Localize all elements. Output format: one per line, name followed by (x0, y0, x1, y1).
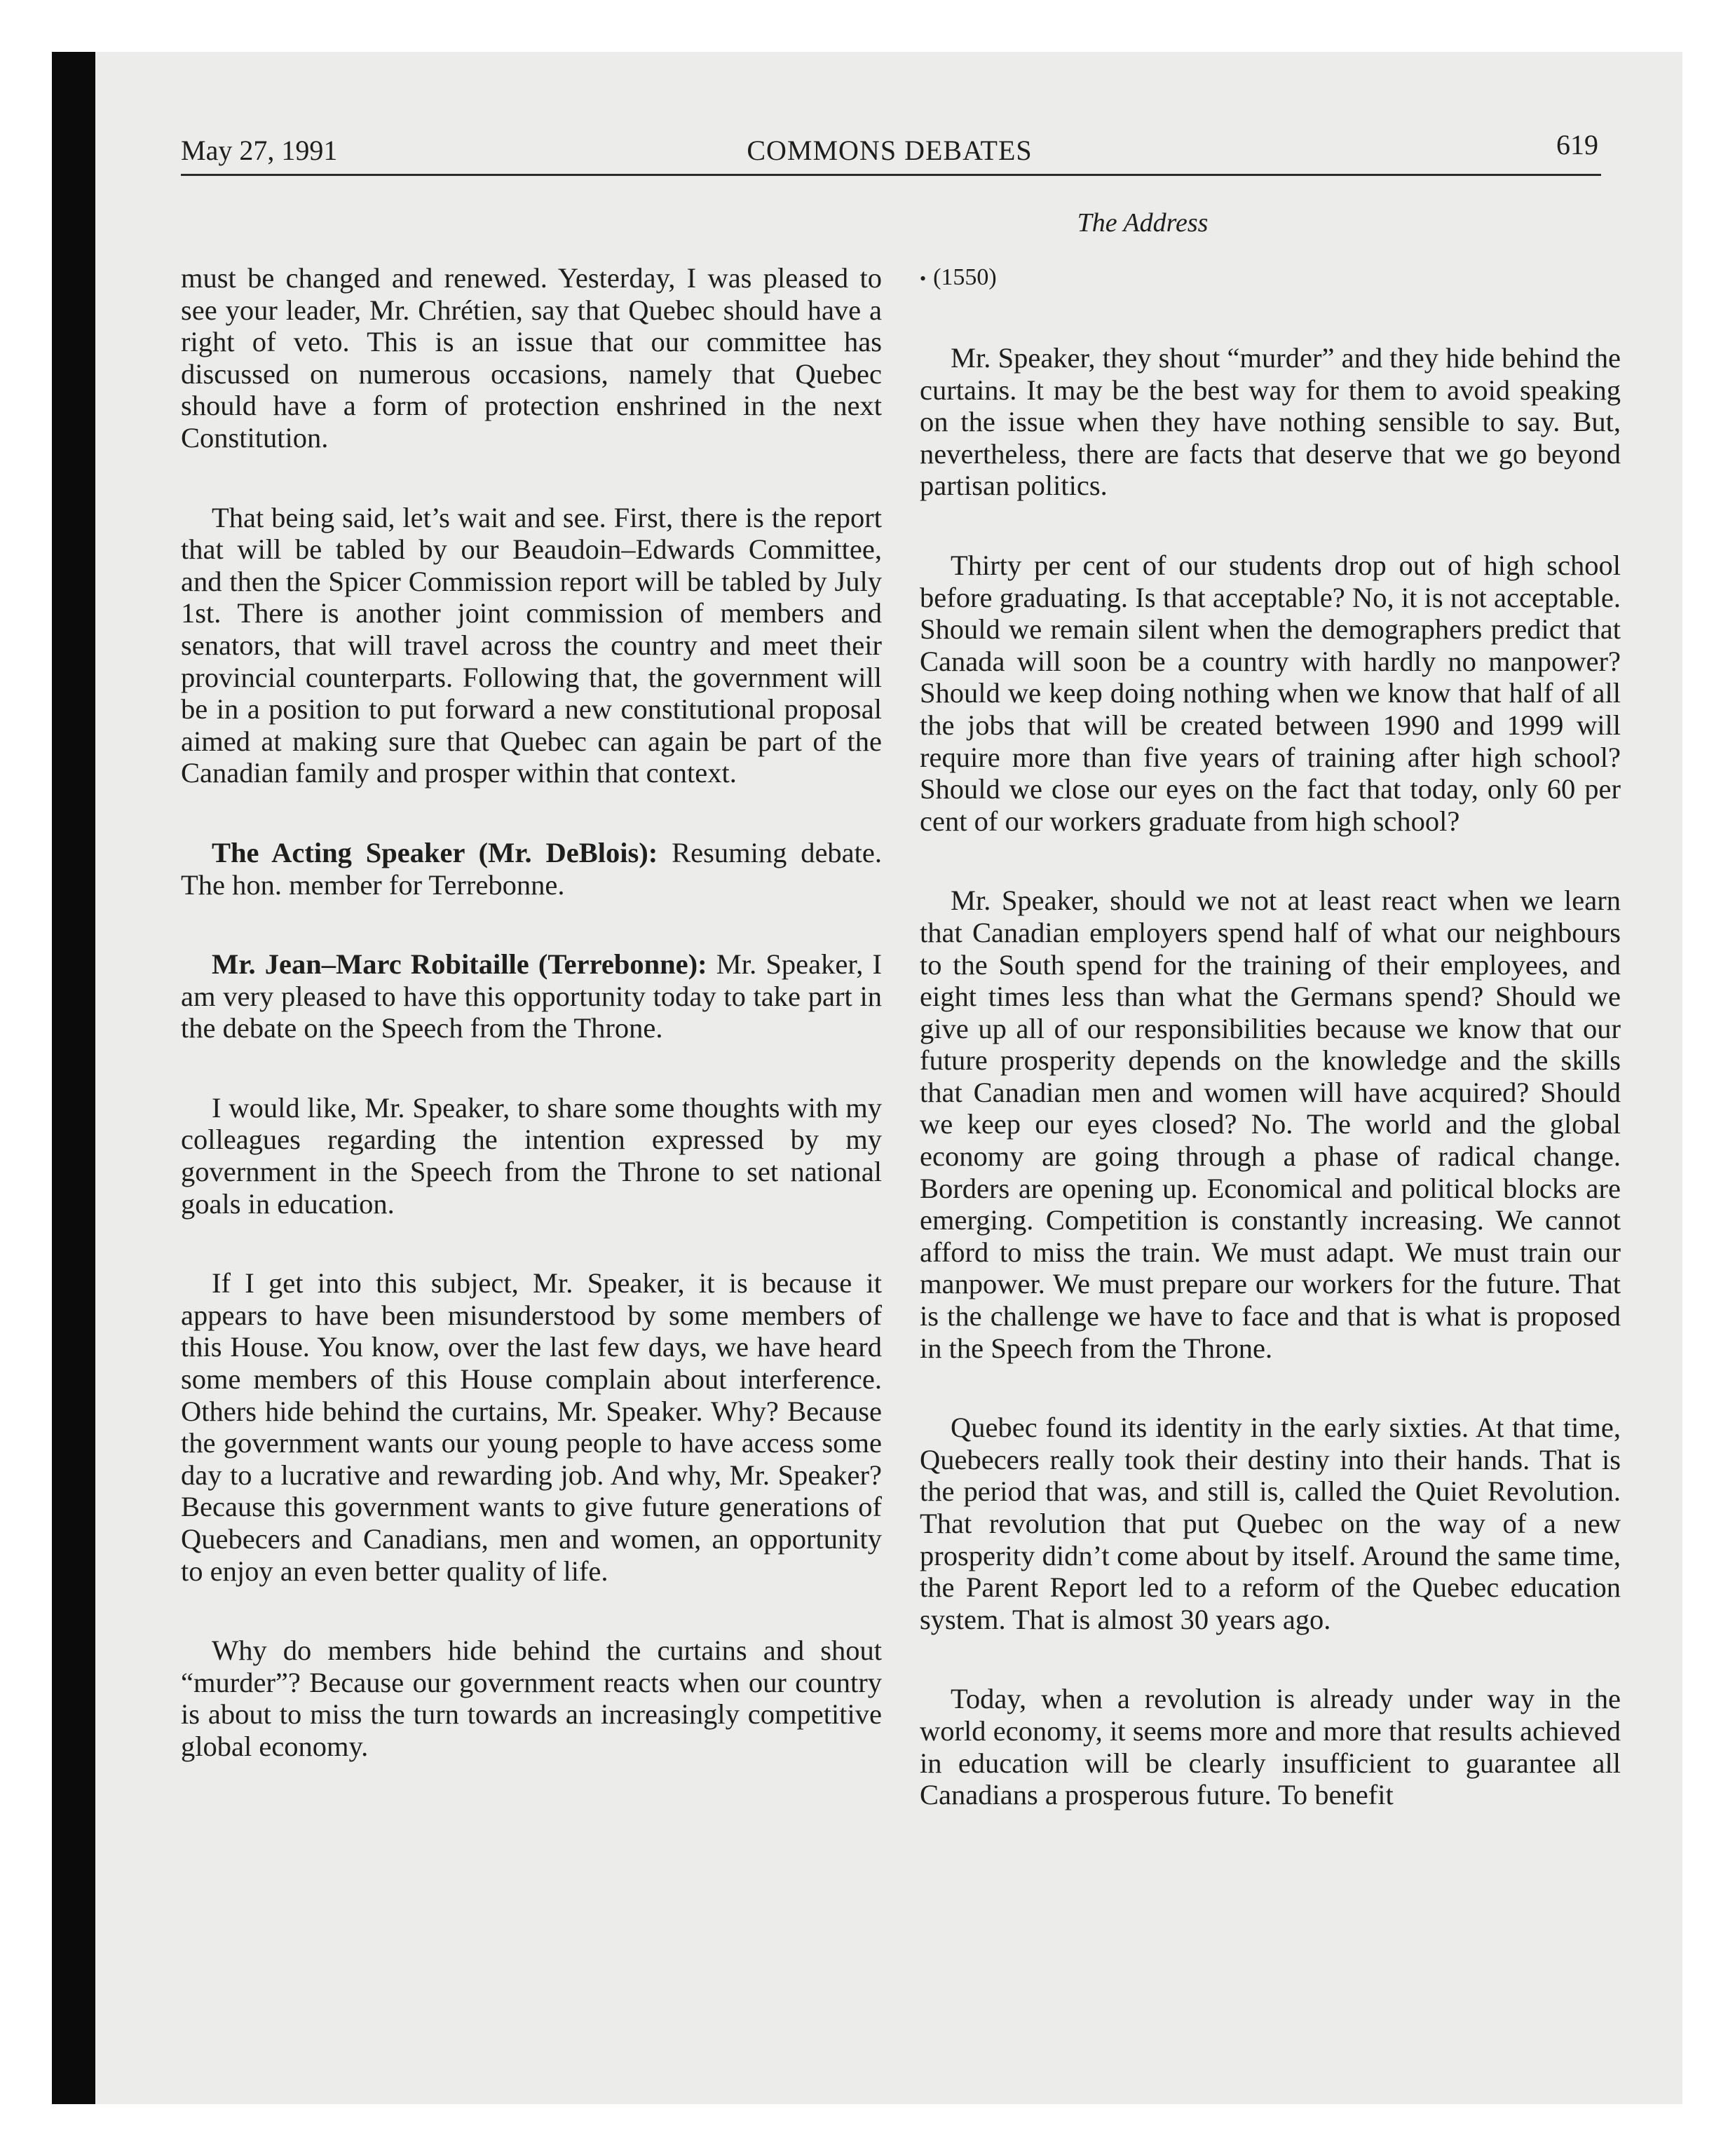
paragraph-wait-and-see: That being said, let’s wait and see. First, there is the report that will be tabled by our Beaudoin–Edwards Committee, and then the Spicer Commission report will be tabled by July 1st. There is another joint commission of members and senators, that will travel across the country and meet their provincial counterparts. Following that, the government will be in a position to put forward a new constitutional proposal aimed at making sure that Quebec can again be part of the Canadian family and prosper within that context. (181, 501, 882, 789)
paragraph-dropout-rate: Thirty per cent of our students drop out of high school before graduating. Is that acceptable? No, it is not acceptable. Should we remain silent when the demographers predict that Canada will soon be a country with hardly no manpower? Should we keep doing nothing when we know that half of all the jobs that will be created between 1990 and 1999 will require more than five years of training after high school? Should we close our eyes on the fact that today, only 60 per cent of our workers graduate from high school? (920, 549, 1621, 837)
left-column (181, 262, 882, 1810)
page-number: 619 (1556, 129, 1598, 161)
paragraph-acting-speaker (181, 837, 882, 901)
time-stamp-text: (1550) (933, 264, 997, 290)
speaker-name: The Acting Speaker (Mr. DeBlois): (212, 836, 658, 868)
time-stamp (920, 262, 1621, 294)
scan-binding-edge (52, 52, 95, 2104)
speech-text: Resuming debate. The hon. member for Terrebonne. (181, 836, 883, 901)
paragraph-shout-murder: Mr. Speaker, they shout “murder” and they hide behind the curtains. It may be the best way for them to avoid speaking on the issue when they have nothing sensible to say. But, nevertheless, there are facts that deserve that we go beyond partisan politics. (920, 342, 1621, 502)
header-date: May 27, 1991 (181, 135, 338, 166)
paragraph-economic-revolution: Today, when a revolution is already under way in the world economy, it seems more and more that results achieved in education will be clearly insufficient to guarantee all Canadians a prosperous future. To benefit (920, 1683, 1621, 1811)
paragraph-employer-training: Mr. Speaker, should we not at least react when we learn that Canadian employers spend half of what our neighbours to the South spend for the training of their employees, and eight times less than what the Germans spend? Should we give up all of our responsibilities because we know that our future prosperity depends on the knowledge and the skills that Canadian men and women will have acquired? Should we keep our eyes closed? No. The world and the global economy are going through a phase of radical change. Borders are opening up. Economical and political blocks are emerging. Competition is constantly increasing. We cannot afford to miss the train. We must adapt. We must train our manpower. We must prepare our workers for the future. That is the challenge we have to face and that is what is proposed in the Speech from the Throne. (920, 885, 1621, 1364)
speaker-name: Mr. Jean–Marc Robitaille (Terrebonne): (212, 948, 707, 981)
paragraph-robitaille (181, 948, 882, 1044)
paragraph-veto: must be changed and renewed. Yesterday, I was pleased to see your leader, Mr. Chrétien, say that Quebec should have a right of veto. This is an issue that our committee has discussed on numerous occasions, namely that Quebec should have a form of protection enshrined in the next Constitution. (181, 262, 882, 453)
publication-title: COMMONS DEBATES (747, 135, 1033, 166)
paragraph-misunderstood: If I get into this subject, Mr. Speaker, it is because it appears to have been misunderstood by some members of this House. You know, over the last few days, we have heard some members of this House complain about interference. Others hide behind the curtains, Mr. Speaker. Why? Because the government wants our young people to have access some day to a lucrative and rewarding job. And why, Mr. Speaker? Because this government wants to give future generations of Quebecers and Canadians, men and women, an opportunity to enjoy an even better quality of life. (181, 1267, 882, 1587)
bullet-icon: • (920, 268, 927, 289)
right-column (920, 262, 1621, 1859)
header-rule (181, 174, 1601, 176)
running-head (181, 129, 1598, 171)
speech-text: Mr. Speaker, I am very pleased to have this opportunity today to take part in the debate on the Speech from the Throne. (181, 948, 882, 1044)
paragraph-national-goals: I would like, Mr. Speaker, to share some thoughts with my colleagues regarding the intention expressed by my government in the Speech from the Throne to set national goals in education. (181, 1091, 882, 1220)
section-title: The Address (1077, 208, 1209, 238)
paragraph-quiet-revolution: Quebec found its identity in the early sixties. At that time, Quebecers really took their destiny into their hands. That is the period that was, and still is, called the Quiet Revolution. That revolution that put Quebec on the way of a new prosperity didn’t come about by itself. Around the same time, the Parent Report led to a reform of the Quebec education system. That is almost 30 years ago. (920, 1412, 1621, 1635)
paragraph-hide-behind-curtains: Why do members hide behind the curtains and shout “murder”? Because our government reacts when our country is about to miss the turn towards an increasingly competitive global economy. (181, 1635, 882, 1762)
